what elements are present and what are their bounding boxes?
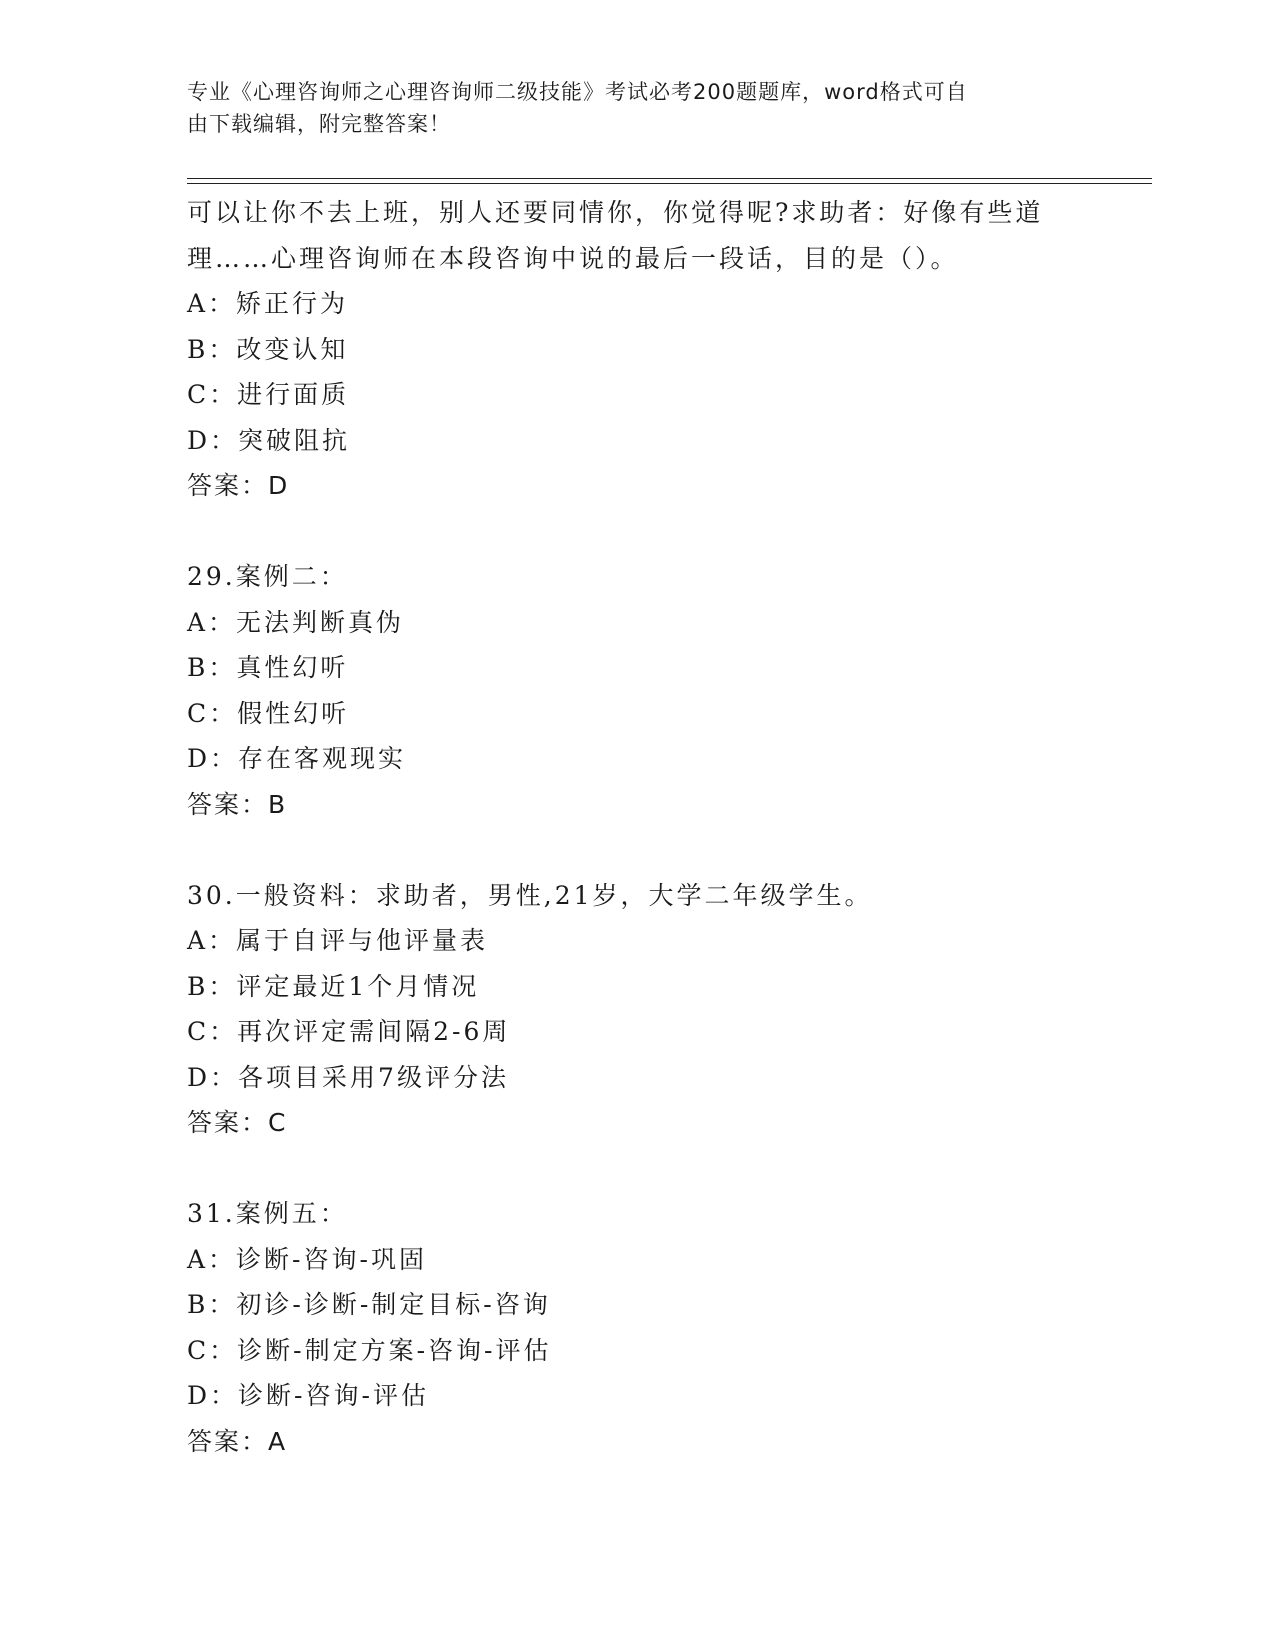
question-stem: 29.案例二： (187, 562, 348, 591)
option-c: C：诊断-制定方案-咨询-评估 (187, 1335, 552, 1365)
answer-line: 答案：A (187, 1426, 288, 1456)
question-block-30 (187, 873, 1117, 1146)
spacer (187, 827, 1117, 873)
option-a: A：矫正行为 (187, 289, 349, 318)
option-d: D：突破阻抗 (187, 425, 351, 455)
document-header (187, 76, 1067, 140)
option-c: C：再次评定需间隔2-6周 (187, 1017, 511, 1046)
question-stem-line: 可以让你不去上班，别人还要同情你，你觉得呢?求助者：好像有些道 (187, 198, 1044, 227)
option-b: B：初诊-诊断-制定目标-咨询 (187, 1290, 551, 1319)
option-b: B：真性幻听 (187, 653, 349, 682)
option-b: B：改变认知 (187, 334, 349, 364)
option-d: D：各项目采用7级评分法 (187, 1062, 509, 1092)
option-d: D：诊断-咨询-评估 (187, 1381, 429, 1410)
header-divider-top (187, 178, 1152, 179)
question-block-31 (187, 1191, 1117, 1464)
option-c: C：假性幻听 (187, 698, 350, 728)
answer-line: 答案：C (187, 1108, 288, 1137)
option-b: B：评定最近1个月情况 (187, 971, 480, 1001)
spacer (187, 509, 1117, 555)
spacer (187, 1146, 1117, 1192)
option-a: A：无法判断真伪 (187, 607, 405, 637)
question-stem: 31.案例五： (187, 1199, 348, 1228)
question-block-29 (187, 554, 1117, 827)
option-a: A：属于自评与他评量表 (187, 926, 489, 955)
header-line-2: 由下载编辑，附完整答案！ (187, 112, 451, 136)
header-divider-bottom (187, 183, 1152, 184)
option-c: C：进行面质 (187, 380, 350, 409)
header-line-1: 专业《心理咨询师之心理咨询师二级技能》考试必考200题题库，word格式可自 (187, 80, 968, 104)
answer-line: 答案：B (187, 789, 288, 819)
option-d: D：存在客观现实 (187, 744, 407, 773)
question-block-28 (187, 190, 1117, 509)
question-list (187, 190, 1117, 1464)
question-stem-line: 理……心理咨询师在本段咨询中说的最后一段话，目的是（）。 (187, 243, 959, 273)
question-stem: 30.一般资料：求助者，男性,21岁，大学二年级学生。 (187, 880, 873, 910)
answer-line: 答案：D (187, 471, 290, 500)
option-a: A：诊断-咨询-巩固 (187, 1244, 427, 1274)
